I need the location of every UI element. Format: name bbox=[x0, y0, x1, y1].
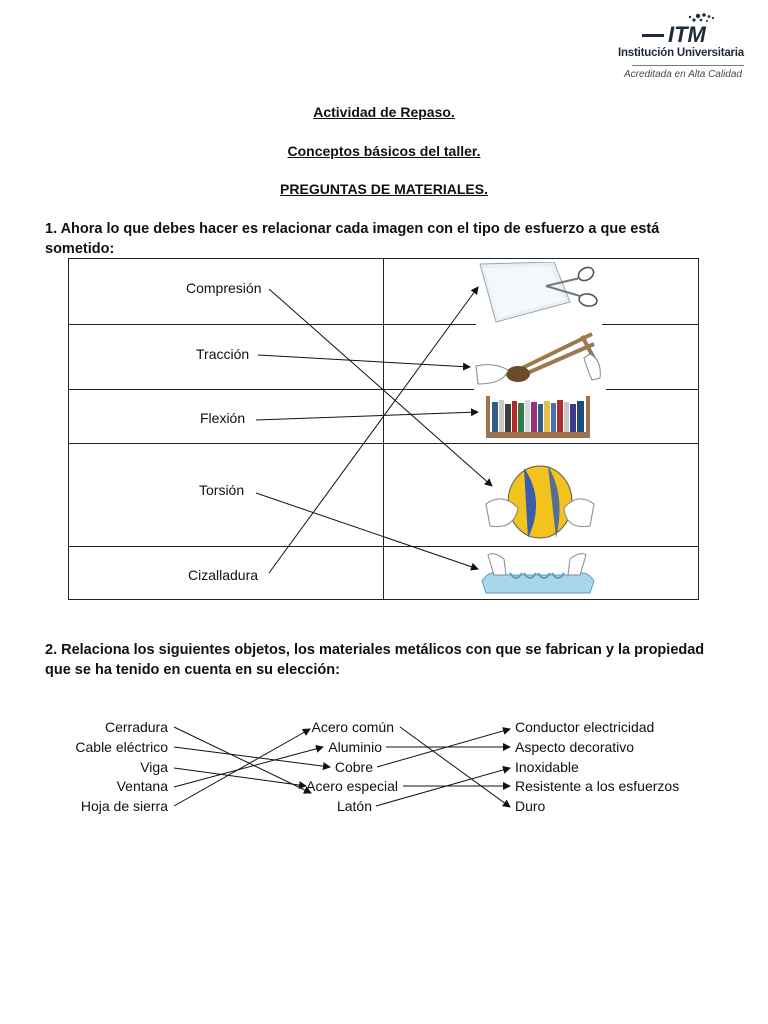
stress-label-flexion: Flexión bbox=[200, 410, 246, 426]
object-viga: Viga bbox=[140, 759, 168, 775]
arrow-ventana-aluminio bbox=[174, 747, 323, 787]
question-1-text: 1. Ahora lo que debes hacer es relacionar cada imagen con el tipo de esfuerzo a que está sometido: bbox=[45, 221, 660, 257]
scissors-paper-image bbox=[476, 262, 602, 326]
twisted-towel-image bbox=[476, 549, 598, 599]
property-conductor-electricidad: Conductor electricidad bbox=[515, 719, 655, 735]
material-cobre: Cobre bbox=[334, 759, 373, 775]
object-cable-electrico: Cable eléctrico bbox=[75, 739, 168, 755]
arrow-acero-comun-duro bbox=[400, 727, 510, 807]
table-row-divider bbox=[69, 546, 698, 547]
stress-label-traccion: Tracción bbox=[196, 346, 250, 362]
property-inoxidable: Inoxidable bbox=[515, 759, 579, 775]
section-heading: PREGUNTAS DE MATERIALES. bbox=[280, 181, 488, 197]
material-aluminio: Aluminio bbox=[328, 739, 382, 755]
books-shelf-image bbox=[484, 392, 592, 442]
slingshot-image bbox=[474, 326, 606, 390]
material-acero-especial: Acero especial bbox=[306, 778, 398, 794]
activity-subtitle: Conceptos básicos del taller. bbox=[287, 143, 481, 159]
stress-label-torsion: Torsión bbox=[199, 482, 245, 498]
logo-tagline: Acreditada en Alta Calidad bbox=[623, 69, 742, 80]
stress-label-cizalladura: Cizalladura bbox=[188, 567, 259, 583]
table-row-divider bbox=[69, 443, 698, 444]
itm-logo bbox=[617, 12, 744, 84]
squeezed-ball-image bbox=[484, 460, 596, 540]
arrow-viga-acero-especial bbox=[174, 768, 306, 786]
activity-title: Actividad de Repaso. bbox=[313, 104, 455, 120]
table-row-divider bbox=[69, 324, 698, 325]
logo-brand: ITM bbox=[668, 22, 706, 44]
object-hoja-de-sierra: Hoja de sierra bbox=[80, 798, 168, 814]
logo-divider bbox=[632, 65, 744, 66]
arrow-cerradura-laton bbox=[174, 727, 311, 793]
property-duro: Duro bbox=[515, 798, 546, 814]
table-column-divider bbox=[383, 259, 384, 599]
arrow-hoja-acero-comun bbox=[174, 729, 310, 806]
itm-logo-icon bbox=[638, 12, 728, 44]
material-laton: Latón bbox=[336, 798, 372, 814]
property-aspecto-decorativo: Aspecto decorativo bbox=[515, 739, 635, 755]
object-cerradura: Cerradura bbox=[104, 719, 168, 735]
arrow-cable-cobre bbox=[174, 747, 330, 767]
stress-label-compresion: Compresión bbox=[186, 280, 262, 296]
logo-name: Institución Universitaria bbox=[617, 47, 744, 59]
question-2-text: 2. Relaciona los siguientes objetos, los materiales metálicos con que se fabrican y la propiedad que se ha tenido en cuenta en su elección: bbox=[45, 642, 705, 678]
property-resistente-esfuerzos: Resistente a los esfuerzos bbox=[515, 778, 680, 794]
arrow-cobre-conductor bbox=[377, 729, 510, 767]
material-acero-comun: Acero común bbox=[311, 719, 394, 735]
matching-table bbox=[68, 258, 699, 600]
object-ventana: Ventana bbox=[116, 778, 168, 794]
